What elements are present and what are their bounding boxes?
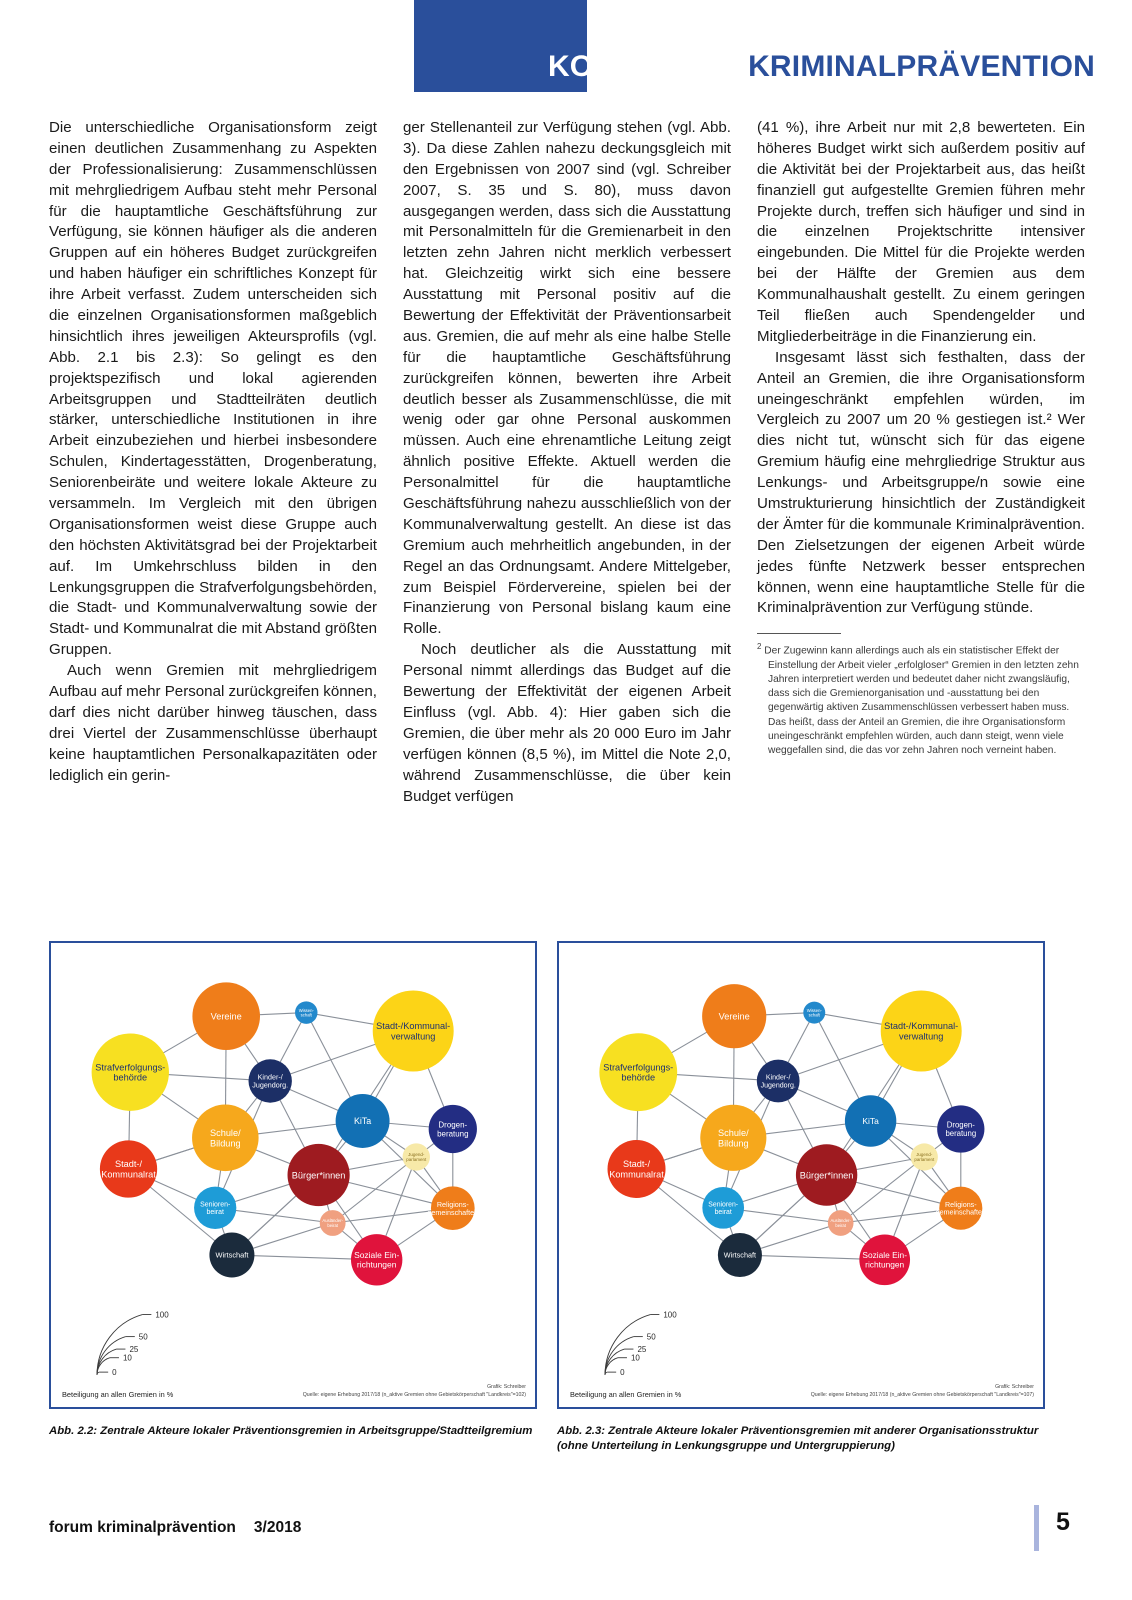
network-diagram (51, 943, 535, 1407)
page-title (0, 52, 1095, 82)
figure-credit: Grafik: Schreiber (995, 1384, 1034, 1391)
network-node[interactable] (429, 1105, 477, 1153)
scale-tick-label: 10 (630, 1353, 640, 1363)
node-label: Soziale Ein-richtungen (354, 1250, 400, 1270)
network-node[interactable] (209, 1232, 254, 1277)
node-label: Stadt-/ Kommunalrat (609, 1159, 664, 1180)
network-node[interactable] (757, 1060, 800, 1103)
node-label: Jugend-parlament (914, 1152, 935, 1163)
paragraph: ger Stellenanteil zur Verfügung stehen (vgl. Abb. 3). Da diese Zahlen nahezu deckungsgleich mit den Ergebnissen von 2007 sind (vgl. Schreiber 2007, S. 35 und S. 80), muss davon ausgegangen werden, dass sich die Ausstattung mit Personalmitteln für die Gremienarbeit in den letzten zehn Jahren nicht merklich verbessert hat. Gleichzeitig wirkt sich eine bessere Ausstattung mit Personal positiv auf die Bewertung der Effektivität der Präventionsarbeit aus. Gremien, die auf mehr als eine halbe Stelle für die hauptamtliche Geschäftsführung zurückgreifen können, bewerten ihre Arbeit deutlich besser als Zusammenschlüsse, die mit wenig oder gar ohne Personal auskommen müssen. Auch eine ehrenamtliche Leitung zeigt ähnlich positive Effekte. Aktuell werden die Personalmittel für die hauptamtliche Geschäftsführung nahezu ausschließlich von der Kommunalverwaltung gestellt. An diese ist das Gremium auch mehrheitlich angebunden, in der Regel an das Ordnungsamt. Andere Mittelgeber, zum Beispiel Fördervereine, spielen bei der Finanzierung von Personal bislang kaum eine Rolle. (403, 119, 731, 638)
network-node[interactable] (427, 1186, 478, 1230)
node-label: Stadt-/Kommunal-verwaltung (376, 1021, 451, 1042)
figure-abb-2-3 (557, 941, 1045, 1409)
scale-tick-label: 0 (112, 1368, 117, 1378)
network-node[interactable] (249, 1059, 292, 1102)
network-node[interactable] (702, 1187, 744, 1229)
network-node[interactable] (700, 1105, 766, 1171)
page-title-word-1: KOMMUNALE (547, 50, 749, 83)
text-column-2 (403, 118, 731, 918)
paragraph: Insgesamt lässt sich festhalten, dass der Anteil an Gremien, die ihre Organisationsform uneingeschränkt empfehlen würden, im Vergleich zu 2007 um 20 % gestiegen ist.² Wer dies nicht tut, wünscht sich für das eigene Gremium häufig eine mehrgliedrige Struktur aus Lenkungs- und Arbeitsgruppe/n sowie eine Umstrukturierung hinsichtlich der Zuständigkeit der Ämter für die kommunale Kriminalprävention. Den Zielsetzungen der eigenen Arbeit würde jedes fünfte Netzwerk besser entsprechen können, wenn eine hauptamtliche Stelle für die Kriminalprävention zur Verfügung stünde. (757, 348, 1085, 617)
scale-tick-label: 10 (122, 1353, 132, 1363)
node-label: Wirtschaft (215, 1250, 249, 1260)
scale-tick-label: 100 (663, 1310, 677, 1320)
scale-tick-label: 50 (646, 1332, 656, 1342)
network-node[interactable] (881, 991, 962, 1072)
node-label: Kinder-/ Jugendorg. (252, 1073, 289, 1090)
footnote-marker: 2 (757, 642, 762, 652)
node-label: Kinder-/ Jugendorg. (760, 1074, 796, 1090)
node-label: Wissen-schaft (298, 1007, 314, 1018)
caption-row (49, 1424, 1085, 1453)
figure-credit-block (811, 1384, 1034, 1400)
network-node[interactable] (718, 1233, 762, 1277)
network-node[interactable] (936, 1187, 986, 1230)
text-column-3 (757, 118, 1085, 918)
scale-tick-label: 100 (155, 1310, 169, 1320)
figure-axis-label: Beteiligung an allen Gremien in % (570, 1390, 682, 1399)
node-label: Bürger*innen (799, 1170, 854, 1181)
node-label: Stadt-/Kommunal-verwaltung (884, 1021, 959, 1042)
network-node[interactable] (320, 1210, 346, 1236)
network-node[interactable] (336, 1094, 390, 1148)
paragraph: Die unterschiedliche Organisationsform zeigt einen deutlichen Zusammenhang zu Aspekten der Professionalisierung: Zusammenschlüssen mit mehrgliedrigem Aufbau steht mehr Personal für die hauptamtliche Geschäftsführung zur Verfügung, sie können häufiger als die anderen Gruppen auf ein höheres Budget zurückgreifen und haben häufiger ein schriftliches Konzept für ihre Arbeit verfasst. Zudem unterscheiden sich die einzelnen Organisationsformen maßgeblich hinsichtlich ihres jeweiligen Akteursprofils (vgl. Abb. 2.1 bis 2.3): So gelingt es den projektspezifisch und lokal agierenden Arbeitsgruppen und Stadtteilräten deutlich stärker, unterschiedliche Institutionen in ihre Arbeit einzubeziehen und hierbei insbesondere Schulen, Kindertagesstätten, Drogenberatung, Seniorenbeiräte und weitere lokale Akteure zu versammeln. Im Vergleich mit den übrigen Organisationsformen weist diese Gruppe auch den höchsten Aktivitätsgrad bei der Projektarbeit auf. Im Umkehrschluss bilden in den Lenkungsgruppen die Strafverfolgungsbehörden, die Stadt- und Kommunalverwaltung sowie der Stadt- und Kommunalrat die mit Abstand größten Gruppen. (49, 119, 377, 659)
network-diagram (559, 943, 1043, 1407)
paragraph: (41 %), ihre Arbeit nur mit 2,8 bewerteten. Ein höheres Budget wirkt sich außerdem positiv auf die Aktivität bei der Projektarbeit aus, das heißt finanziell gut aufgestellte Gremien führen mehr Projekte durch, treffen sich häufiger und sind in die einzelnen Projektschritte intensiver eingebunden. Die Mittel für die Projekte werden bei der Hälfte der Gremien aus dem Kommunalhaushalt gestellt. Zu einem geringen Teil fließen auch Spendengelder und Mitgliederbeiträge in die Finanzierung ein. (757, 119, 1085, 345)
node-label: Soziale Ein-richtungen (862, 1250, 907, 1270)
node-label: Religions-gemeinschaften (427, 1199, 479, 1217)
node-label: Vereine (718, 1011, 750, 1022)
node-label: KiTa (353, 1116, 372, 1127)
footer-journal-line (49, 1519, 301, 1537)
node-label: Stadt-/ Kommunalrat (101, 1159, 156, 1180)
figure-caption-abb-2-3: Abb. 2.3: Zentrale Akteure lokaler Präventionsgremien mit anderer Organisationsstruktur (ohne Unterteilung in Lenkungsgruppe und Untergruppierung) (557, 1425, 1039, 1452)
footnote-text (757, 641, 1085, 758)
footnote-divider (757, 633, 841, 634)
node-label: KiTa (862, 1116, 879, 1127)
node-label: Strafverfolgungs-behörde (95, 1062, 166, 1083)
node-label: Senioren-beirat (708, 1201, 739, 1217)
figure-credit-block (303, 1384, 526, 1400)
network-node[interactable] (192, 1105, 259, 1172)
network-node[interactable] (100, 1140, 157, 1197)
footer-journal-name: forum kriminalprävention (49, 1519, 236, 1536)
node-label: Schule/ Bildung (209, 1127, 241, 1149)
network-node[interactable] (859, 1234, 910, 1285)
paragraph: Noch deutlicher als die Ausstattung mit Personal nimmt allerdings das Budget auf die Bewertung der Effektivität der eigenen Arbeit Einfluss (vgl. Abb. 4): Hier gaben sich die Gremien, die über mehr als 20 000 Euro im Jahr verfügen können (8,5 %), im Mittel die Note 2,0, während Zusammenschlüsse, die über kein Budget verfügen (403, 641, 731, 805)
text-column-1 (49, 118, 377, 918)
scale-tick-label: 25 (129, 1345, 139, 1355)
node-label: Wirtschaft (723, 1250, 757, 1260)
scale-tick-label: 0 (620, 1368, 625, 1378)
node-label: Strafverfolgungs-behörde (603, 1062, 674, 1083)
network-node[interactable] (803, 1002, 825, 1024)
node-label: Drogen-beratung (437, 1120, 469, 1139)
node-label: Religions-gemeinschaften (935, 1200, 986, 1217)
article-body (49, 118, 1085, 918)
node-label: Bürger*innen (291, 1170, 346, 1181)
node-label: Jugend-parlament (406, 1152, 427, 1163)
network-node[interactable] (608, 1140, 666, 1198)
node-label: Vereine (210, 1011, 242, 1022)
scale-tick-label: 50 (138, 1332, 148, 1342)
figure-source: Quelle: eigene Erhebung 2017/18 (n_aktive Gremien ohne Gebietskörperschaft "Landkreis"=107) (810, 1392, 1034, 1399)
node-label: Wissen-schaft (806, 1007, 822, 1018)
node-label: Ausländer-beirat (322, 1218, 343, 1228)
network-node[interactable] (403, 1143, 430, 1170)
network-node[interactable] (937, 1105, 984, 1152)
network-node[interactable] (796, 1144, 857, 1205)
figure-row (49, 941, 1085, 1411)
network-node[interactable] (295, 1001, 317, 1023)
figure-abb-2-2 (49, 941, 537, 1409)
size-scale-legend (97, 1311, 169, 1378)
network-node[interactable] (92, 1034, 169, 1111)
scale-tick-label: 25 (637, 1345, 647, 1355)
network-node[interactable] (192, 982, 260, 1050)
network-node[interactable] (288, 1144, 350, 1206)
network-node[interactable] (351, 1234, 402, 1285)
paragraph: Auch wenn Gremien mit mehrgliedrigem Aufbau auf mehr Personal zurückgreifen können, darf dies nicht darüber hinweg täuschen, dass drei Viertel der Zusammenschlüsse überhaupt keine hauptamtlichen Personalkapazitäten oder lediglich ein gerin- (49, 662, 377, 784)
footnote-block (757, 633, 1085, 758)
network-node[interactable] (911, 1143, 938, 1170)
footer-accent-rule (1034, 1505, 1039, 1551)
network-node[interactable] (194, 1187, 236, 1229)
page-title-word-2: KRIMINALPRÄVENTION (748, 50, 1095, 83)
node-label: Ausländer-beirat (830, 1218, 851, 1228)
figure-credit: Grafik: Schreiber (487, 1384, 526, 1391)
network-node[interactable] (845, 1095, 896, 1146)
figure-source: Quelle: eigene Erhebung 2017/18 (n_aktive Gremien ohne Gebietskörperschaft "Landkreis"=102) (302, 1392, 526, 1399)
network-node[interactable] (599, 1033, 677, 1111)
page-number: 5 (1056, 1508, 1070, 1536)
node-label: Schule/ Bildung (717, 1127, 749, 1149)
footnote-body: Der Zugewinn kann allerdings auch als ein statistischer Effekt der Einstellung der Arbeit vieler „erfolgloser“ Gremien in den letzten zehn Jahren interpretiert werden und bedeutet daher nicht zwangsläufig, dass sich die Gremienorganisation und -ausstattung bei den gegenwärtig aktiven Zusammenschlüssen verbessert haben muss. Das heißt, dass der Anteil an Gremien, die ihre Organisationsform uneingeschränkt empfehlen würden, auch dann steigt, wenn viele weggefallen sind, die das vor zehn Jahren noch verneint haben. (764, 645, 1079, 756)
size-scale-legend (605, 1311, 677, 1378)
node-label: Drogen-beratung (945, 1120, 977, 1139)
figure-axis-label: Beteiligung an allen Gremien in % (62, 1390, 174, 1399)
node-label: Senioren-beirat (200, 1201, 231, 1217)
network-node[interactable] (373, 991, 454, 1072)
figure-caption-abb-2-2: Abb. 2.2: Zentrale Akteure lokaler Präventionsgremien in Arbeitsgruppe/Stadtteilgremium (49, 1425, 533, 1437)
network-node[interactable] (828, 1210, 854, 1236)
footer-issue: 3/2018 (253, 1519, 302, 1536)
network-node[interactable] (702, 984, 766, 1048)
